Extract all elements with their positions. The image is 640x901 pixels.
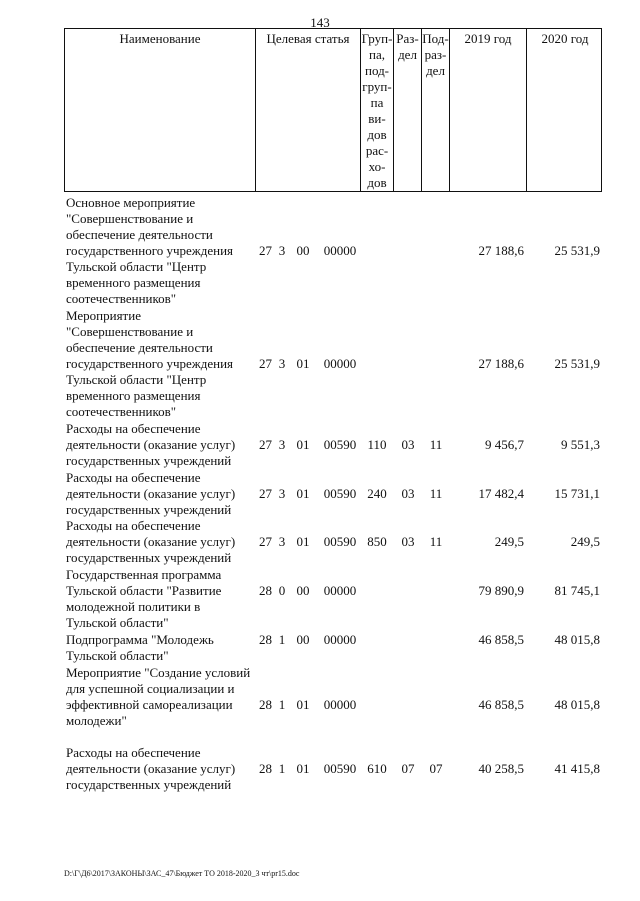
cell-subsection: 11 <box>429 486 443 501</box>
cell-y2020: 9 551,3 <box>561 437 600 452</box>
cell-t4: 00000 <box>323 632 357 647</box>
file-path-footer: D:\Г\Д6\2017\ЗАКОНЫ\ЗАС_47\Бюджет ТО 2018-2020_3 чт\pr15.doc <box>64 869 300 878</box>
cell-y2020: 249,5 <box>570 534 600 549</box>
cell-t3: 00 <box>296 243 310 258</box>
cell-t4: 00000 <box>323 356 357 371</box>
cell-group: 110 <box>367 437 387 452</box>
cell-t1: 28 <box>259 697 272 712</box>
cell-y2019: 79 890,9 <box>478 583 524 598</box>
cell-t4: 00590 <box>323 761 357 776</box>
cell-y2020: 15 731,1 <box>554 486 600 501</box>
cell-section: 03 <box>401 486 415 501</box>
cell-subsection: 11 <box>429 534 443 549</box>
row-name: Мероприятие "Создание условий для успешной социализации и эффективной самореализации молодежи" <box>66 665 251 728</box>
cell-y2019: 40 258,5 <box>478 761 524 776</box>
cell-t1: 27 <box>259 356 272 371</box>
cell-y2019: 27 188,6 <box>478 243 524 258</box>
cell-section: 03 <box>401 437 415 452</box>
row-name: Государственная программа Тульской области "Развитие молодежной политики в Тульской области" <box>66 567 222 630</box>
cell-t1: 28 <box>259 632 272 647</box>
page-number: 143 <box>310 15 330 30</box>
cell-section: 03 <box>401 534 415 549</box>
cell-y2020: 48 015,8 <box>554 632 600 647</box>
cell-y2020: 25 531,9 <box>554 243 600 258</box>
cell-t2: 3 <box>278 486 286 501</box>
cell-t2: 1 <box>278 697 286 712</box>
table-header <box>64 28 602 192</box>
header-section: Раз- дел <box>394 29 422 191</box>
cell-y2019: 17 482,4 <box>478 486 524 501</box>
cell-t1: 28 <box>259 761 272 776</box>
header-group: Груп- па, под- груп- па ви- дов рас- хо- дов <box>361 31 393 190</box>
cell-t3: 01 <box>296 486 310 501</box>
cell-y2019: 46 858,5 <box>478 697 524 712</box>
cell-t4: 00000 <box>323 697 357 712</box>
cell-t3: 01 <box>296 534 310 549</box>
cell-t4: 00590 <box>323 437 357 452</box>
cell-subsection: 11 <box>429 437 443 452</box>
cell-t1: 27 <box>259 437 272 452</box>
cell-t4: 00590 <box>323 486 357 501</box>
row-name: Основное мероприятие "Совершенствование и обеспечение деятельности государственного учреждения Тульской области "Центр временного размещения соотечественников" <box>66 195 234 306</box>
cell-t4: 00000 <box>323 243 357 258</box>
cell-t2: 3 <box>278 356 286 371</box>
row-name: Подпрограмма "Молодежь Тульской области" <box>66 632 214 663</box>
cell-section: 07 <box>401 761 415 776</box>
cell-group: 610 <box>367 761 387 776</box>
header-name: Наименование <box>65 29 256 191</box>
cell-t2: 1 <box>278 761 286 776</box>
row-name: Мероприятие "Совершенствование и обеспечение деятельности государственного учреждения Тульской области "Центр временного размещения соотечественников" <box>66 308 234 419</box>
cell-t3: 01 <box>296 761 310 776</box>
cell-t2: 3 <box>278 534 286 549</box>
cell-t3: 00 <box>296 583 310 598</box>
cell-y2019: 249,5 <box>494 534 524 549</box>
cell-t3: 01 <box>296 697 310 712</box>
cell-group: 850 <box>367 534 387 549</box>
row-name: Расходы на обеспечение деятельности (оказание услуг) государственных учреждений <box>66 470 236 517</box>
cell-t3: 01 <box>296 356 310 371</box>
cell-t1: 27 <box>259 486 272 501</box>
cell-t3: 01 <box>296 437 310 452</box>
cell-subsection: 07 <box>429 761 443 776</box>
cell-y2019: 9 456,7 <box>485 437 524 452</box>
header-target: Целевая статья <box>256 29 361 191</box>
cell-y2020: 48 015,8 <box>554 697 600 712</box>
header-2019: 2019 год <box>450 29 527 191</box>
cell-t2: 3 <box>278 437 286 452</box>
cell-y2020: 41 415,8 <box>554 761 600 776</box>
header-2020: 2020 год <box>541 31 589 46</box>
row-name: Расходы на обеспечение деятельности (оказание услуг) государственных учреждений <box>66 421 236 468</box>
cell-y2020: 81 745,1 <box>554 583 600 598</box>
cell-group: 240 <box>367 486 387 501</box>
cell-t2: 0 <box>278 583 286 598</box>
cell-t4: 00590 <box>323 534 357 549</box>
cell-t1: 28 <box>259 583 272 598</box>
row-name: Расходы на обеспечение деятельности (оказание услуг) государственных учреждений <box>66 518 236 565</box>
cell-y2019: 27 188,6 <box>478 356 524 371</box>
cell-y2020: 25 531,9 <box>554 356 600 371</box>
cell-t4: 00000 <box>323 583 357 598</box>
cell-y2019: 46 858,5 <box>478 632 524 647</box>
header-subsection: Под- раз- дел <box>422 29 450 191</box>
cell-t1: 27 <box>259 534 272 549</box>
cell-t1: 27 <box>259 243 272 258</box>
cell-t2: 1 <box>278 632 286 647</box>
row-name: Расходы на обеспечение деятельности (оказание услуг) государственных учреждений <box>66 745 236 792</box>
cell-t3: 00 <box>296 632 310 647</box>
cell-t2: 3 <box>278 243 286 258</box>
